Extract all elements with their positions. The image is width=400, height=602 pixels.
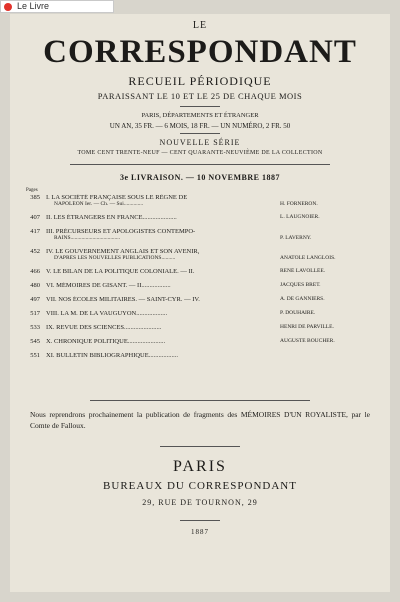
journal-subtitle: RECUEIL PÉRIODIQUE bbox=[128, 74, 272, 88]
toc-page: 385 bbox=[30, 194, 40, 201]
toc-title: VII. NOS ÉCOLES MILITAIRES. — SAINT-CYR. — IV. bbox=[46, 296, 200, 303]
publication-frequency: PARAISSANT LE 10 ET LE 25 DE CHAQUE MOIS bbox=[97, 91, 303, 101]
table-of-contents bbox=[24, 194, 380, 366]
toc-row[interactable] bbox=[24, 296, 380, 310]
toc-title: IV. LE GOUVERNEMENT ANGLAIS ET SON AVENIR, bbox=[46, 248, 200, 255]
publication-year: 1887 bbox=[191, 528, 209, 536]
toc-page: 551 bbox=[30, 352, 40, 359]
logo-dot-icon bbox=[4, 3, 12, 11]
toc-author: ANATOLE LANGLOIS. bbox=[280, 255, 336, 261]
toc-row[interactable] bbox=[24, 248, 380, 268]
toc-author: A. DE GANNIERS. bbox=[280, 296, 325, 302]
pages-column-label: Pages bbox=[26, 188, 38, 193]
toc-page: 407 bbox=[30, 214, 40, 221]
toc-row[interactable] bbox=[24, 310, 380, 324]
subscription-area: PARIS, DÉPARTEMENTS ET ÉTRANGER bbox=[141, 112, 259, 119]
divider bbox=[70, 164, 330, 165]
journal-cover bbox=[10, 14, 390, 592]
toc-title: X. CHRONIQUE POLITIQUE....................... bbox=[46, 338, 166, 345]
publisher-address: 29, RUE DE TOURNON, 29 bbox=[142, 498, 258, 507]
publisher-city: PARIS bbox=[173, 458, 227, 475]
toc-author: JACQUES BRET. bbox=[280, 282, 321, 288]
toc-row[interactable] bbox=[24, 214, 380, 228]
toc-row[interactable] bbox=[24, 338, 380, 352]
toc-page: 452 bbox=[30, 248, 40, 255]
toc-title-cont: RAINS.................................... bbox=[54, 235, 121, 241]
toc-author: P. LAVERNY. bbox=[280, 235, 312, 241]
toc-page: 417 bbox=[30, 228, 40, 235]
title-article: LE bbox=[192, 20, 208, 31]
divider bbox=[160, 446, 240, 447]
divider bbox=[90, 400, 310, 401]
publisher-name: BUREAUX DU CORRESPONDANT bbox=[103, 480, 297, 492]
announcement-notice: Nous reprendrons prochainement la publication de fragments des MÉMOIRES D'UN ROYALISTE, par le Comte de Falloux. bbox=[30, 410, 370, 430]
toc-row[interactable] bbox=[24, 228, 380, 248]
divider bbox=[180, 106, 220, 107]
subscription-prices: UN AN, 35 FR. — 6 MOIS, 18 FR. — UN NUMÉRO, 2 FR. 50 bbox=[109, 122, 291, 130]
toc-row[interactable] bbox=[24, 324, 380, 338]
toc-author: RENÉ LAVOLLÉE. bbox=[280, 268, 326, 274]
tome-label: TOME CENT TRENTE-NEUF — CENT QUARANTE-NEUVIÈME DE LA COLLECTION bbox=[77, 150, 323, 156]
toc-title: I. LA SOCIÉTÉ FRANÇAISE SOUS LE RÈGNE DE bbox=[46, 194, 188, 201]
site-badge[interactable] bbox=[0, 0, 114, 13]
toc-author: AUGUSTE BOUCHER. bbox=[280, 338, 335, 344]
toc-title: XI. BULLETIN BIBLIOGRAPHIQUE.................. bbox=[46, 352, 178, 359]
toc-row[interactable] bbox=[24, 268, 380, 282]
toc-page: 480 bbox=[30, 282, 40, 289]
toc-page: 466 bbox=[30, 268, 40, 275]
toc-page: 517 bbox=[30, 310, 40, 317]
series-label: NOUVELLE SÉRIE bbox=[159, 138, 241, 147]
toc-row[interactable] bbox=[24, 352, 380, 366]
toc-page: 497 bbox=[30, 296, 40, 303]
badge-label: Le Livre bbox=[17, 1, 50, 11]
toc-title: VI. MÉMOIRES DE GISANT. — II.................. bbox=[46, 282, 171, 289]
toc-title: II. LES ÉTRANGERS EN FRANCE..................... bbox=[46, 214, 177, 221]
toc-title: IX. REVUE DES SCIENCES....................... bbox=[46, 324, 162, 331]
toc-row[interactable] bbox=[24, 194, 380, 214]
journal-title: CORRESPONDANT bbox=[43, 34, 357, 70]
toc-author: L. LAUGNOIER. bbox=[280, 214, 320, 220]
toc-title: III. PRÉCURSEURS ET APOLOGISTES CONTEMPO- bbox=[46, 228, 196, 235]
toc-title: VIII. LA M. DE LA VAUGUYON................... bbox=[46, 310, 168, 317]
issue-livraison: 3e LIVRAISON. — 10 NOVEMBRE 1887 bbox=[119, 173, 280, 182]
toc-title-cont: NAPOLÉON Ier. — Ch. — Sui.............. bbox=[54, 201, 144, 207]
toc-title-cont: D'APRÈS LES NOUVELLES PUBLICATIONS.......... bbox=[54, 255, 176, 261]
divider bbox=[180, 520, 220, 521]
toc-page: 533 bbox=[30, 324, 40, 331]
toc-row[interactable] bbox=[24, 282, 380, 296]
toc-author: H. FORNERON. bbox=[280, 201, 318, 207]
divider bbox=[180, 133, 220, 134]
toc-page: 545 bbox=[30, 338, 40, 345]
toc-author: HENRI DE PARVILLE. bbox=[280, 324, 334, 330]
toc-author: P. DOUHAIRE. bbox=[280, 310, 316, 316]
toc-title: V. LE BILAN DE LA POLITIQUE COLONIALE. — II. bbox=[46, 268, 195, 275]
